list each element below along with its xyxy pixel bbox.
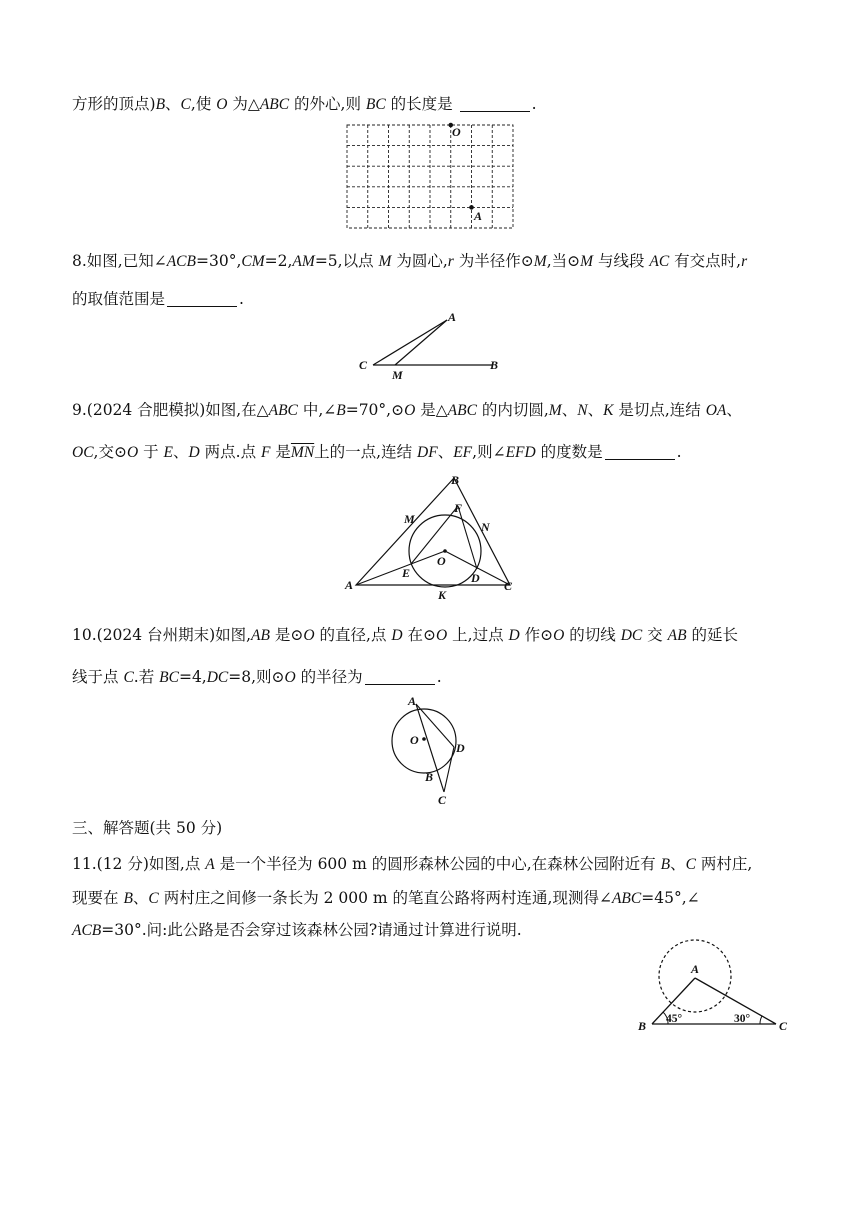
q10-tangent-figure bbox=[386, 692, 476, 810]
label-e: E bbox=[402, 566, 411, 580]
q11-text-line-3 bbox=[72, 918, 522, 940]
q10-text: C bbox=[123, 669, 134, 686]
q8-text: ACB bbox=[166, 253, 196, 270]
q7-text: B bbox=[155, 96, 166, 113]
q11-text: 现要在 bbox=[72, 889, 124, 907]
q9-text: 的内切圆, bbox=[476, 401, 549, 419]
label-o: O bbox=[452, 125, 461, 139]
q9-text: 、 bbox=[726, 401, 742, 419]
q7-text-line bbox=[72, 92, 537, 114]
label-a: A bbox=[448, 310, 457, 324]
q8-text: ,当⊙ bbox=[546, 252, 581, 270]
q11-text: 是一个半径为 600 m 的圆形森林公园的中心,在森林公园附近有 bbox=[214, 855, 661, 873]
answer-blank[interactable] bbox=[365, 669, 435, 686]
q10-text: D bbox=[508, 627, 520, 644]
label-a: A bbox=[691, 962, 700, 976]
q11-text-line-2 bbox=[72, 886, 700, 908]
label-c: C bbox=[504, 579, 513, 593]
label-a: A bbox=[345, 578, 354, 592]
q9-text: 中,∠ bbox=[297, 401, 337, 419]
q11-text: B bbox=[123, 890, 133, 907]
q8-text-line-1 bbox=[72, 249, 747, 271]
q9-text: F bbox=[261, 444, 271, 461]
q11-text: ABC bbox=[611, 890, 642, 907]
q10-text: 的切线 bbox=[564, 626, 621, 644]
label-c: C bbox=[438, 793, 447, 807]
q10-text-line-2 bbox=[72, 665, 442, 687]
arc-mn: $\overline{MN}$ bbox=[290, 444, 315, 461]
q8-text: M bbox=[580, 253, 594, 270]
q8-text: CM bbox=[241, 253, 265, 270]
q9-text: 两点.点 bbox=[199, 443, 261, 461]
q8-text: AM bbox=[292, 253, 315, 270]
q8-text: . bbox=[239, 290, 244, 308]
label-m: M bbox=[404, 512, 415, 526]
q9-text: OA bbox=[705, 402, 727, 419]
label-c: C bbox=[359, 358, 368, 372]
label-angle-c: 30° bbox=[734, 1013, 751, 1025]
q7-text: 、 bbox=[165, 95, 181, 113]
q8-text: 与线段 bbox=[593, 252, 650, 270]
q9-text: =70°,⊙ bbox=[345, 401, 405, 419]
q10-text: 作⊙ bbox=[519, 626, 554, 644]
q8-text: 8.如图,已知∠ bbox=[72, 252, 167, 270]
q7-grid-figure bbox=[346, 124, 516, 230]
q8-text: r bbox=[447, 253, 454, 270]
q9-text: 于 bbox=[138, 443, 164, 461]
label-c: C bbox=[779, 1019, 788, 1033]
q7-text: 的外心,则 bbox=[289, 95, 366, 113]
q10-text: 上,过点 bbox=[447, 626, 509, 644]
answer-blank[interactable] bbox=[167, 291, 237, 308]
q10-text: O bbox=[284, 669, 296, 686]
q8-text: 为半径作⊙ bbox=[453, 252, 534, 270]
q8-text: 的取值范围是 bbox=[72, 290, 166, 308]
q11-park-figure bbox=[634, 942, 794, 1042]
q9-text-line-1 bbox=[72, 398, 742, 420]
label-f: F bbox=[454, 501, 463, 515]
q10-text: AB bbox=[251, 627, 270, 644]
q11-text: C bbox=[148, 890, 159, 907]
q10-text: D bbox=[391, 627, 403, 644]
q9-text: 、 bbox=[561, 401, 578, 419]
label-d: D bbox=[456, 741, 465, 755]
q10-text: DC bbox=[206, 669, 229, 686]
q11-text: B bbox=[660, 856, 671, 873]
q8-text: M bbox=[378, 253, 392, 270]
q9-text: 是切点,连结 bbox=[613, 401, 706, 419]
q9-text: 的度数是 bbox=[535, 443, 603, 461]
q10-text: 的直径,点 bbox=[314, 626, 392, 644]
label-b: B bbox=[451, 473, 460, 487]
q9-text: ,交⊙ bbox=[93, 443, 127, 461]
q9-text: DF bbox=[417, 444, 438, 461]
label-a: A bbox=[408, 694, 417, 708]
q9-text-line-2 bbox=[72, 440, 682, 462]
q9-text: M bbox=[548, 402, 562, 419]
q9-text: 是 bbox=[270, 443, 291, 461]
q9-text: 是△ bbox=[415, 401, 448, 419]
q9-text: ABC bbox=[268, 402, 298, 419]
q8-text: M bbox=[533, 253, 547, 270]
q11-text: A bbox=[205, 856, 215, 873]
q10-text: BC bbox=[159, 669, 179, 686]
q10-text: O bbox=[436, 627, 448, 644]
q10-text: O bbox=[553, 627, 565, 644]
label-n: N bbox=[481, 520, 490, 534]
label-o: O bbox=[437, 554, 446, 568]
q10-text: =8,则⊙ bbox=[228, 668, 285, 686]
q10-text-line-1 bbox=[72, 623, 738, 645]
q10-text: =4, bbox=[178, 668, 207, 686]
q10-text: 的延长 bbox=[686, 626, 738, 644]
label-angle-b: 45° bbox=[666, 1013, 683, 1025]
label-a: A bbox=[474, 209, 483, 223]
label-o: O bbox=[410, 733, 419, 747]
q9-text: OC bbox=[72, 444, 94, 461]
q10-text: AB bbox=[667, 627, 687, 644]
q11-text-line-1 bbox=[72, 852, 752, 874]
q8-text: =2, bbox=[264, 252, 293, 270]
q10-text: .若 bbox=[133, 668, 160, 686]
q8-text: 有交点时, bbox=[669, 252, 742, 270]
answer-blank[interactable] bbox=[605, 444, 675, 461]
section-heading bbox=[72, 816, 222, 838]
q9-text: B bbox=[336, 402, 346, 419]
q9-text: 、 bbox=[173, 443, 189, 461]
q9-text: K bbox=[603, 402, 614, 419]
label-d: D bbox=[471, 571, 480, 585]
label-k: K bbox=[438, 588, 447, 602]
label-b: B bbox=[638, 1019, 647, 1033]
q7-text: ABC bbox=[259, 96, 290, 113]
q10-text: O bbox=[303, 627, 315, 644]
q7-text: . bbox=[531, 95, 537, 113]
q11-text: 两村庄之间修一条长为 2 000 m 的笔直公路将两村连通,现测得∠ bbox=[158, 889, 612, 907]
q8-text: =30°, bbox=[196, 252, 242, 270]
q9-text: 、 bbox=[437, 443, 454, 461]
label-m: M bbox=[392, 368, 403, 382]
q10-text: 10.(2024 台州期末)如图, bbox=[72, 626, 252, 644]
q8-text: r bbox=[741, 253, 748, 270]
q10-text: . bbox=[436, 668, 442, 686]
q9-text: N bbox=[577, 402, 588, 419]
q7-text: 为△ bbox=[227, 95, 260, 113]
q10-text: 是⊙ bbox=[269, 626, 304, 644]
label-b: B bbox=[490, 358, 499, 372]
q11-text: ACB bbox=[72, 922, 102, 939]
q11-text: 11.(12 分)如图,点 bbox=[72, 855, 206, 873]
q10-text: DC bbox=[620, 627, 643, 644]
q9-text: 9.(2024 合肥模拟)如图,在△ bbox=[72, 401, 269, 419]
point-o bbox=[443, 549, 447, 553]
q9-text: 上的一点,连结 bbox=[314, 443, 418, 461]
q9-text: . bbox=[676, 443, 682, 461]
point-o bbox=[422, 737, 426, 741]
q9-text: EF bbox=[453, 444, 473, 461]
q7-text: ,使 bbox=[190, 95, 217, 113]
q9-text: O bbox=[126, 444, 139, 461]
q7-text: C bbox=[180, 96, 191, 113]
q11-text: =45°,∠ bbox=[641, 889, 700, 907]
q11-text: =30°.问:此公路是否会穿过该森林公园?请通过计算进行说明. bbox=[101, 921, 522, 939]
q11-text: 两村庄, bbox=[695, 855, 753, 873]
q9-text: D bbox=[188, 444, 200, 461]
q9-text: E bbox=[163, 444, 173, 461]
q7-text: O bbox=[216, 96, 228, 113]
q8-text: 为圆心, bbox=[391, 252, 448, 270]
section-heading-text: 三、解答题(共 50 分) bbox=[72, 819, 223, 837]
q8-angle-figure bbox=[355, 310, 515, 380]
q9-text: ,则∠ bbox=[472, 443, 506, 461]
q10-text: 的半径为 bbox=[295, 668, 363, 686]
q11-text: C bbox=[685, 856, 696, 873]
q10-text: 交 bbox=[642, 626, 668, 644]
q9-text: 、 bbox=[587, 401, 604, 419]
q9-text: O bbox=[404, 402, 416, 419]
q7-text: BC bbox=[365, 96, 386, 113]
q10-text: 线于点 bbox=[72, 668, 124, 686]
q9-incircle-figure bbox=[342, 472, 522, 604]
q8-text: =5,以点 bbox=[314, 252, 379, 270]
q8-text: AC bbox=[649, 253, 670, 270]
q7-text: 方形的顶点) bbox=[72, 95, 156, 113]
q8-text-line-2 bbox=[72, 287, 244, 309]
q9-text: EFD bbox=[505, 444, 536, 461]
q11-text: 、 bbox=[132, 889, 149, 907]
q7-text: 的长度是 bbox=[385, 95, 458, 113]
q9-text: ABC bbox=[447, 402, 477, 419]
q11-text: 、 bbox=[670, 855, 686, 873]
q10-text: 在⊙ bbox=[402, 626, 437, 644]
label-b: B bbox=[425, 770, 434, 784]
answer-blank[interactable] bbox=[460, 96, 530, 113]
